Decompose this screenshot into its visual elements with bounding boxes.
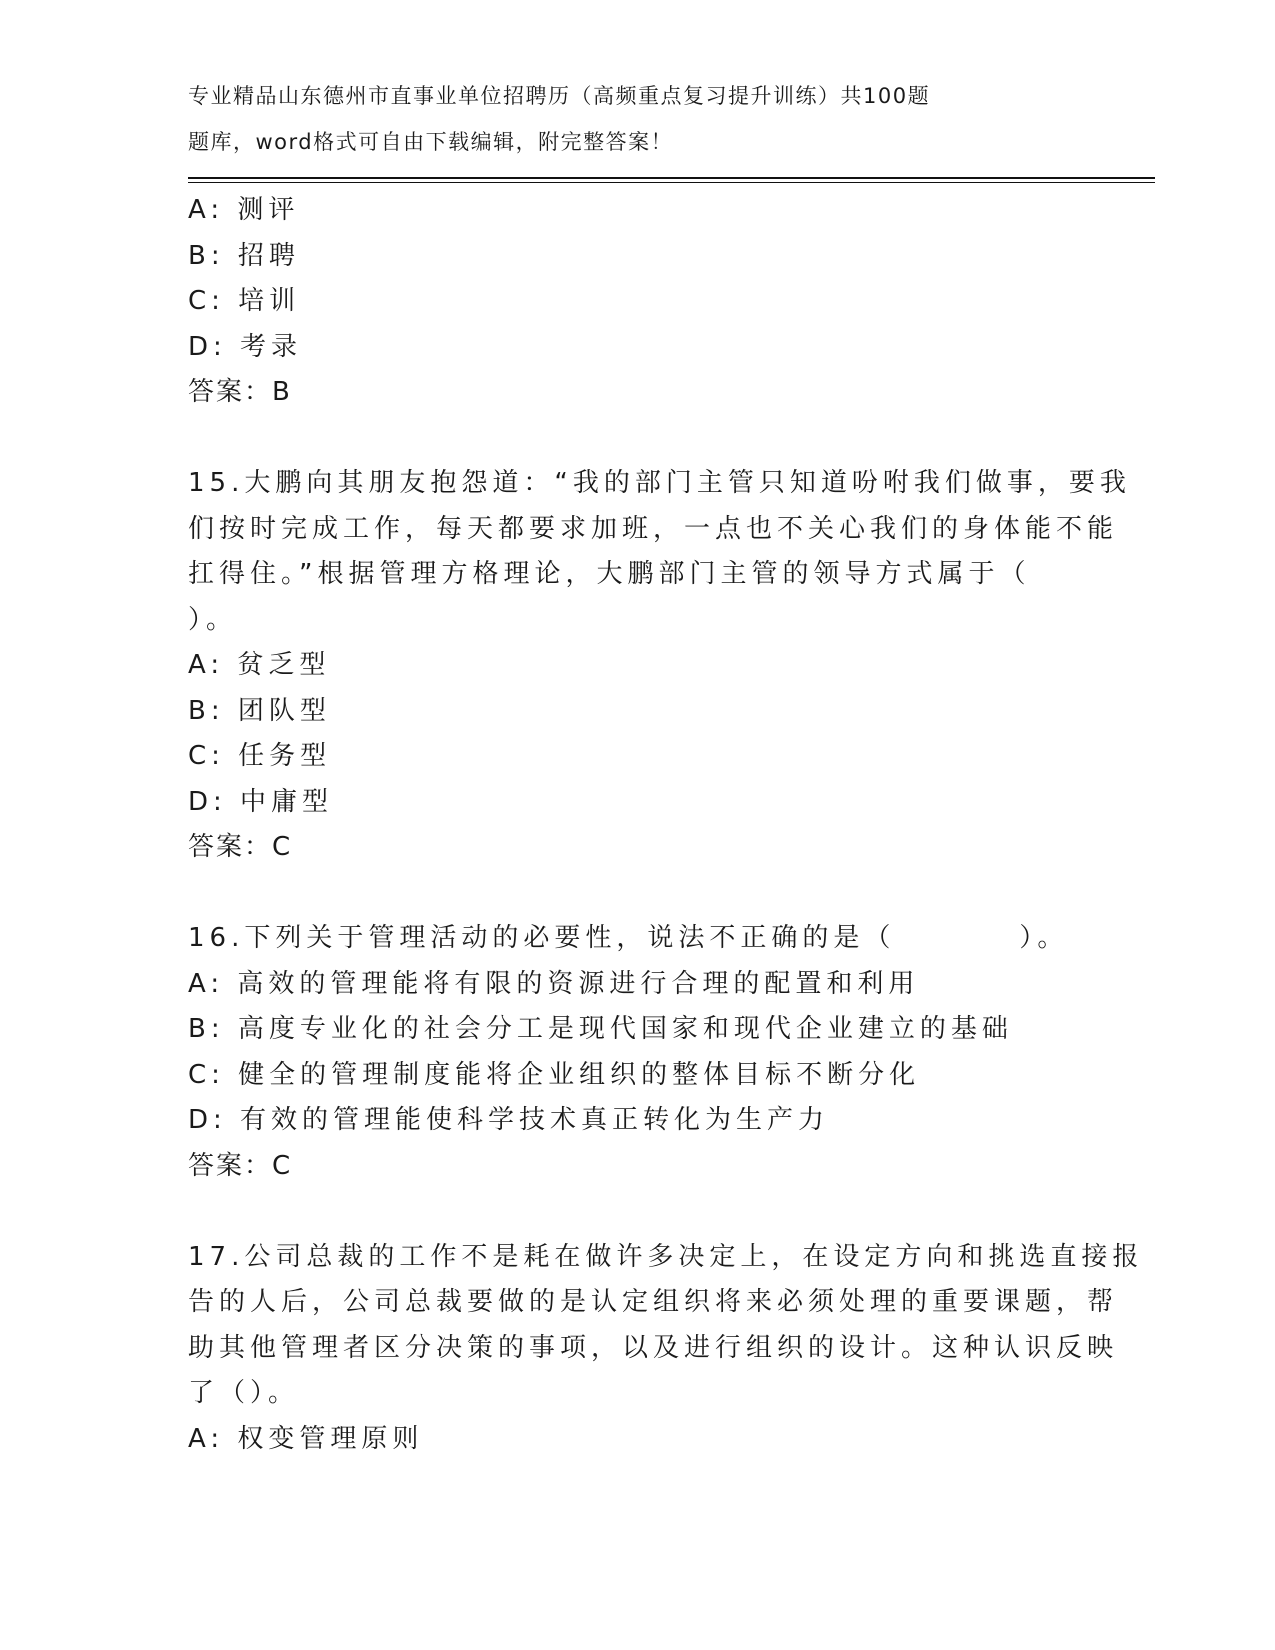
question-stem-line: 了（）。 xyxy=(188,1378,300,1408)
question-15 xyxy=(188,461,1131,871)
header-line-2: 题库，word格式可自由下载编辑，附完整答案！ xyxy=(188,129,674,154)
question-16 xyxy=(188,916,1088,1189)
header-divider-thick xyxy=(188,177,1155,179)
option-a: A: 贫乏型 xyxy=(188,650,331,680)
question-stem-line: ）。 xyxy=(188,604,238,635)
spacer xyxy=(188,871,1088,917)
question-14-continued xyxy=(188,188,1088,416)
question-stem-line: 17.公司总裁的工作不是耗在做许多决定上，在设定方向和挑选直接报 xyxy=(188,1241,1144,1272)
option-c: C: 培训 xyxy=(188,286,301,316)
option-d: D: 中庸型 xyxy=(188,786,334,817)
question-stem-line: 助其他管理者区分决策的事项，以及进行组织的设计。这种认识反映 xyxy=(188,1332,1119,1363)
question-stem-line: 16.下列关于管理活动的必要性，说法不正确的是（ ）。 xyxy=(188,923,1069,953)
spacer xyxy=(188,416,1088,462)
header-divider-thin xyxy=(188,182,1155,183)
answer-line: 答案：B xyxy=(188,377,292,407)
option-b: B: 招聘 xyxy=(188,240,300,271)
question-content xyxy=(188,188,1144,1462)
option-a: A: 高效的管理能将有限的资源进行合理的配置和利用 xyxy=(188,968,920,999)
question-stem-line: 15.大鹏向其朋友抱怨道：“我的部门主管只知道吩咐我们做事，要我 xyxy=(188,468,1131,498)
question-stem-line: 告的人后，公司总裁要做的是认定组织将来必须处理的重要课题，帮 xyxy=(188,1287,1119,1317)
header-line-1: 专业精品山东德州市直事业单位招聘历（高频重点复习提升训练）共100题 xyxy=(188,84,931,108)
spacer xyxy=(188,1189,1088,1235)
question-stem-line: 们按时完成工作，每天都要求加班，一点也不关心我们的身体能不能 xyxy=(188,513,1119,544)
question-17 xyxy=(188,1235,1144,1463)
option-c: C: 任务型 xyxy=(188,741,332,771)
option-b: B: 团队型 xyxy=(188,695,331,726)
answer-line: 答案：C xyxy=(188,1150,293,1181)
option-c: C: 健全的管理制度能将企业组织的整体目标不断分化 xyxy=(188,1059,921,1090)
option-b: B: 高度专业化的社会分工是现代国家和现代企业建立的基础 xyxy=(188,1014,1013,1044)
option-d: D: 考录 xyxy=(188,331,303,362)
option-a: A: 测评 xyxy=(188,195,300,225)
question-stem-line: 扛得住。”根据管理方格理论，大鹏部门主管的领导方式属于（ xyxy=(188,559,1031,589)
option-d: D: 有效的管理能使科学技术真正转化为生产力 xyxy=(188,1105,830,1135)
answer-line: 答案：C xyxy=(188,832,293,862)
option-a: A: 权变管理原则 xyxy=(188,1423,424,1454)
document-header xyxy=(188,74,1028,165)
